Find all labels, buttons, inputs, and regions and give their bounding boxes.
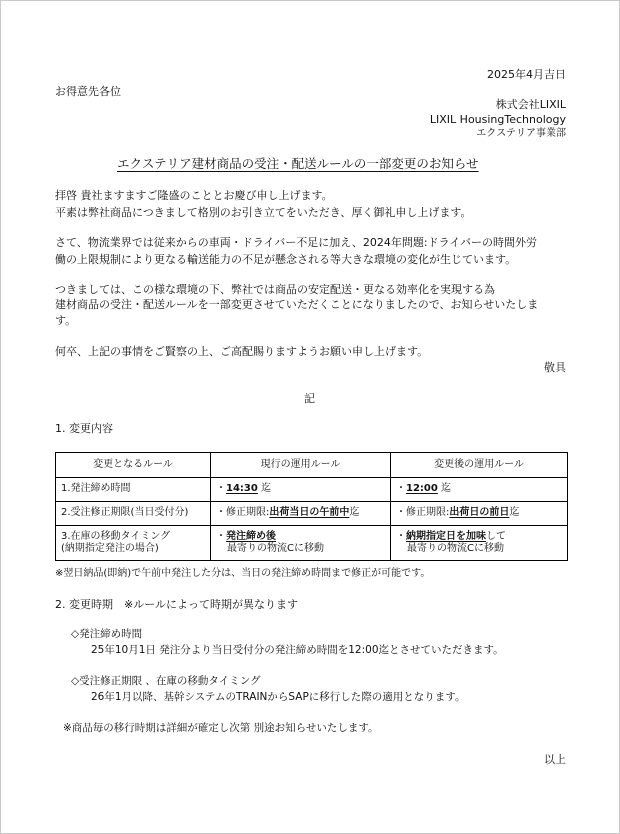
cell-prefix: ・	[216, 530, 226, 542]
new-rule-cell	[391, 478, 568, 502]
rule-cell	[56, 526, 211, 561]
item1-label: ◇発注締め時間	[71, 628, 143, 640]
table-footnote: ※翌日納品(即納)で午前中発注した分は、当日の発注締め時間まで修正が可能です。	[55, 568, 431, 579]
section1-heading: 1. 変更内容	[55, 422, 113, 435]
cell-emphasis: 出荷日の前日	[449, 507, 510, 519]
cell-prefix: ・	[396, 483, 406, 495]
cell-emphasis: 14:30	[226, 483, 258, 495]
cell-suffix: して	[486, 530, 506, 542]
cell-prefix: ・	[216, 483, 226, 495]
paragraph1-line-1: さて、物流業界では従来からの車両・ドライバー不足に加え、2024年問題:ドライバーの時間外労	[55, 236, 538, 249]
rule-cell: 2.受注修正期限(当日受付分)	[56, 502, 211, 526]
paragraph1-line-2: 働の上限規制により更なる輸送能力の不足が懸念される等大きな環境の変化が生じています。	[55, 253, 517, 266]
greeting-line-2: 平素は弊社商品につきまして格別のお引き立てをいただき、厚く御礼申し上げます。	[55, 206, 472, 219]
item1-detail: 25年10月1日 発注分より当日受付分の発注締め時間を12:00迄とさせていただきます。	[91, 644, 504, 656]
cell-suffix: 迄	[509, 507, 520, 519]
paragraph2-line-1: つきましては、この様な環境の下、弊社では商品の安定配送・更なる効率化を実現する為	[55, 283, 495, 296]
table-header-cell: 現行の運用ルール	[211, 453, 391, 478]
cell-emphasis: 12:00	[406, 483, 438, 495]
sender-company: 株式会社LIXIL	[495, 98, 566, 111]
table-row	[56, 502, 568, 526]
document-title: エクステリア建材商品の受注・配送ルールの一部変更のお知らせ	[117, 156, 479, 171]
closing-keigu: 敬具	[544, 361, 566, 374]
table-header-cell: 変更後の運用ルール	[391, 453, 568, 478]
table-row	[56, 478, 568, 502]
cell-emphasis: 納期指定日を加味	[406, 530, 486, 542]
new-rule-cell	[391, 502, 568, 526]
item2-label: ◇受注修正期限 、在庫の移動タイミング	[71, 675, 261, 687]
section2-heading: 2. 変更時期 ※ルールによって時期が異なります	[55, 598, 298, 611]
issue-date: 2025年4月吉日	[487, 68, 566, 81]
item2-detail: 26年1月以降、基幹システムのTRAINからSAPに移行した際の適用となります。	[91, 691, 466, 703]
cell-suffix: 迄	[437, 483, 452, 495]
closing-request: 何卒、上記の事情をご賢察の上、ご高配賜りますようお願い申し上げます。	[55, 345, 429, 358]
cell-suffix: 迄	[257, 483, 272, 495]
paragraph2-line-2: 建材商品の受注・配送ルールを一部変更させていただくことになりましたので、お知らせいたしま	[55, 298, 539, 311]
rule-cell: 1.発注締め時間	[56, 478, 211, 502]
ki-label: 記	[304, 392, 315, 405]
cell-emphasis: 発注締め後	[226, 530, 276, 542]
current-rule-cell	[211, 478, 391, 502]
cell-suffix: 迄	[349, 507, 360, 519]
cell-prefix: ・	[396, 530, 406, 542]
new-rule-cell	[391, 526, 568, 561]
table-row	[56, 526, 568, 561]
rules-table	[55, 452, 568, 561]
rule-line-1: 3.在庫の移動タイミング	[61, 530, 171, 542]
paragraph2-line-3: す。	[55, 314, 77, 327]
cell-emphasis: 出荷当日の午前中	[269, 507, 350, 519]
cell-prefix: ・修正期限:	[396, 507, 450, 519]
sender-department: エクステリア事業部	[476, 128, 566, 139]
table-header-row	[56, 453, 568, 478]
cell-prefix: ・修正期限:	[216, 507, 270, 519]
cell-line-2: 最寄りの物流Cに移動	[407, 543, 504, 554]
cell-line-2: 最寄りの物流Cに移動	[227, 543, 324, 554]
current-rule-cell	[211, 526, 391, 561]
greeting-line-1: 拝啓 貴社ますますご隆盛のこととお慶び申し上げます。	[55, 189, 333, 202]
recipient: お得意先各位	[55, 85, 121, 98]
end-ijou: 以上	[544, 753, 566, 766]
migration-note: ※商品毎の移行時期は詳細が確定し次第 別途お知らせいたします。	[63, 722, 379, 734]
current-rule-cell	[211, 502, 391, 526]
sender-division: LIXIL HousingTechnology	[429, 113, 566, 126]
table-header-cell: 変更となるルール	[56, 453, 211, 478]
rule-line-2: (納期指定発注の場合)	[61, 543, 159, 554]
